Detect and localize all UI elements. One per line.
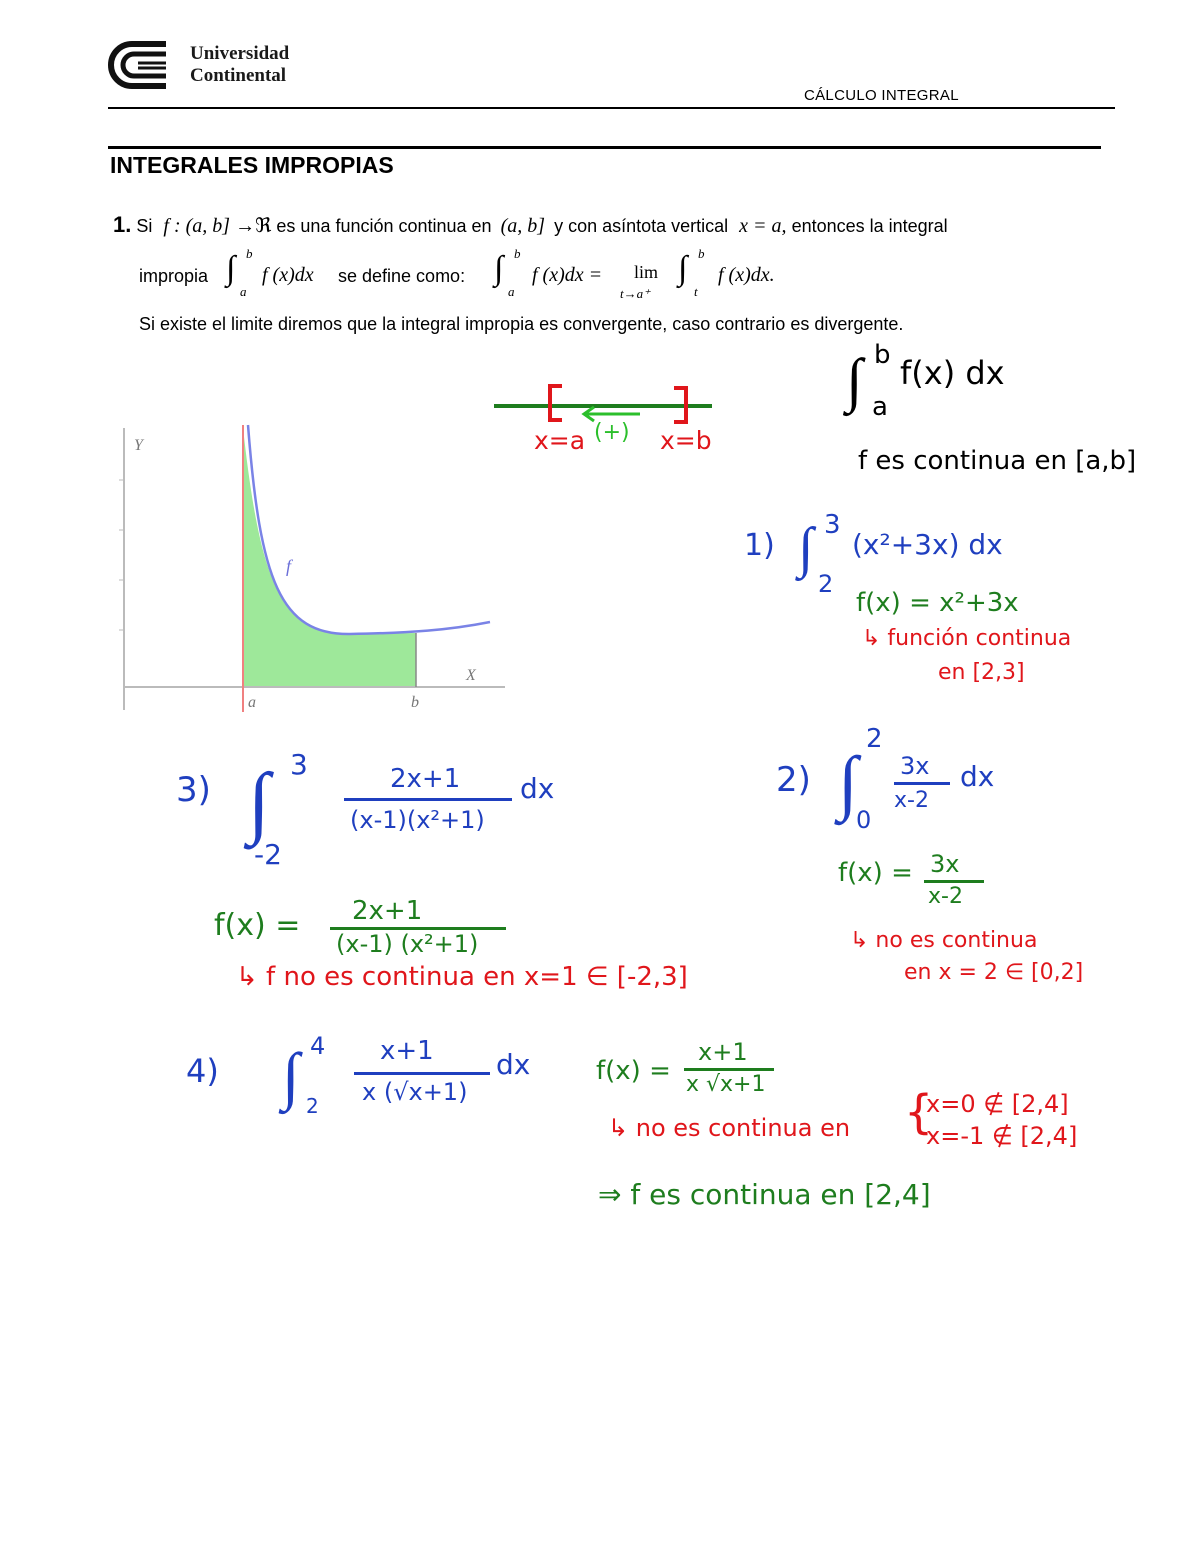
ex1-label: 1) [744, 528, 775, 563]
ex2-label: 2) [776, 760, 811, 800]
ex3-fx-numerator: 2x+1 [352, 896, 423, 926]
f-curve [248, 425, 490, 634]
section-title: INTEGRALES IMPROPIAS [110, 152, 394, 178]
upper-limit-b2: b [514, 246, 521, 261]
ex4-case1: x=0 ∉ [2,4] [926, 1090, 1069, 1118]
f-label: f [286, 556, 292, 576]
university-logo [108, 38, 298, 92]
integrand-2: f (x)dx = [532, 264, 603, 286]
general-integrand: f(x) dx [900, 354, 1005, 392]
f-map: f : [163, 215, 181, 237]
integrand-1: f (x)dx [262, 264, 314, 286]
plus-side-note: (+) [594, 420, 630, 445]
ex4-lower: 2 [306, 1094, 319, 1118]
ex4-note: ↳ no es continua en [608, 1114, 851, 1142]
ex4-dx: dx [496, 1048, 531, 1081]
general-upper-b: b [874, 340, 891, 370]
text-asintota: y con asíntota vertical [554, 216, 729, 236]
ex2-fx-denominator: x-2 [928, 884, 963, 909]
improper-integral-graph [110, 420, 510, 720]
ex2-denominator: x-2 [894, 788, 929, 813]
si-text: Si [136, 216, 153, 236]
ex3-denominator: (x-1)(x²+1) [350, 806, 485, 834]
logo-line1: Universidad [190, 43, 290, 64]
ex1-integrand: (x²+3x) dx [852, 528, 1003, 561]
ex4-numerator: x+1 [380, 1036, 434, 1066]
interval-ab-2: (a, b] [500, 215, 546, 237]
ex4-denominator: x (√x+1) [362, 1078, 468, 1106]
ex4-case2: x=-1 ∉ [2,4] [926, 1122, 1078, 1150]
ex3-fx-left: f(x) = [214, 908, 301, 943]
ex3-fraction-bar [344, 798, 512, 801]
b-label: b [411, 694, 419, 711]
y-axis-label: Y [134, 437, 143, 454]
ex2-upper: 2 [866, 724, 883, 754]
ex3-integral-sign: ∫ [248, 758, 270, 846]
ex2-fraction-bar [894, 782, 950, 785]
ex2-numerator: 3x [900, 752, 930, 780]
integral-sign-1: ∫ [226, 250, 236, 287]
x-equals-b-note: x=b [660, 426, 712, 455]
arrow-reals: →ℜ [235, 215, 272, 237]
ex2-integral-sign: ∫ [838, 742, 858, 822]
area-under-curve [243, 428, 416, 687]
x-equals-a: x = a, [739, 215, 787, 237]
upper-limit-b1: b [246, 246, 253, 261]
ex1-note-line1: ↳ función continua [862, 626, 1072, 651]
header-divider [108, 107, 1115, 109]
ex3-upper: 3 [290, 748, 308, 781]
a-label: a [248, 694, 256, 711]
title-divider [108, 146, 1101, 149]
ex4-case-brace: { [904, 1085, 934, 1139]
x-equals-a-note: x=a [534, 426, 586, 455]
ex4-integral-sign: ∫ [282, 1040, 300, 1111]
logo-line2: Continental [190, 65, 287, 86]
ex2-fx-left: f(x) = [838, 858, 913, 888]
text-continua: es una función continua en [276, 216, 492, 236]
ex3-note: ↳ f no es continua en x=1 ∈ [-2,3] [236, 962, 688, 992]
ex2-lower: 0 [856, 806, 872, 834]
ex1-lower: 2 [818, 570, 834, 598]
logo-mark-icon [108, 38, 180, 92]
se-define-text: se define como: [338, 266, 466, 286]
integral-sign-2: ∫ [494, 250, 504, 287]
ex4-label: 4) [186, 1052, 219, 1090]
ex1-upper: 3 [824, 510, 841, 540]
integrand-3: f (x)dx. [718, 264, 775, 286]
impropia-text: impropia [139, 266, 209, 286]
ex1-integral-sign: ∫ [798, 517, 814, 579]
interval-ab: (a, b] [185, 215, 231, 237]
lim-subscript: t→a⁺ [620, 286, 650, 301]
ex2-fx-numerator: 3x [930, 850, 960, 878]
course-name: CÁLCULO INTEGRAL [804, 87, 959, 104]
general-continuity-note: f es continua en [a,b] [858, 446, 1137, 476]
ex4-fx-fraction-bar [684, 1068, 774, 1071]
ex4-fx-numerator: x+1 [698, 1038, 748, 1066]
ex3-label: 3) [176, 770, 211, 810]
integral-sign-3: ∫ [678, 250, 688, 287]
x-axis-label: X [466, 667, 476, 684]
ex3-fx-denominator: (x-1) (x²+1) [336, 930, 479, 958]
ex4-conclusion: ⇒ f es continua en [2,4] [598, 1178, 931, 1211]
text-entonces: entonces la integral [791, 216, 948, 236]
item1-line1 [113, 212, 948, 238]
ex2-note-line2: en x = 2 ∈ [0,2] [904, 960, 1084, 985]
ex4-fx-left: f(x) = [596, 1056, 671, 1086]
ex4-upper: 4 [310, 1032, 326, 1060]
lower-limit-t: t [694, 284, 698, 299]
item-number: 1. [113, 212, 132, 237]
ex3-numerator: 2x+1 [390, 764, 461, 794]
conclusion-text: Si existe el limite diremos que la integral impropia es convergente, caso contrario es divergente. [139, 314, 904, 334]
lower-limit-a2: a [508, 284, 515, 299]
general-lower-a: a [872, 392, 888, 422]
ex3-dx: dx [520, 772, 555, 805]
ex1-note-line2: en [2,3] [938, 660, 1025, 685]
general-integral-sign: ∫ [846, 347, 863, 413]
ex4-fraction-bar [354, 1072, 490, 1075]
left-bracket [550, 386, 562, 420]
lim-text: lim [634, 262, 659, 282]
ex1-fx: f(x) = x²+3x [856, 588, 1019, 618]
ex2-fx-fraction-bar [924, 880, 984, 883]
lower-limit-a1: a [240, 284, 247, 299]
ex2-note-line1: ↳ no es continua [850, 928, 1038, 953]
ex3-lower: -2 [254, 838, 282, 871]
upper-limit-b3: b [698, 246, 705, 261]
ex4-fx-denominator: x √x+1 [686, 1072, 766, 1097]
ex2-dx: dx [960, 760, 995, 793]
